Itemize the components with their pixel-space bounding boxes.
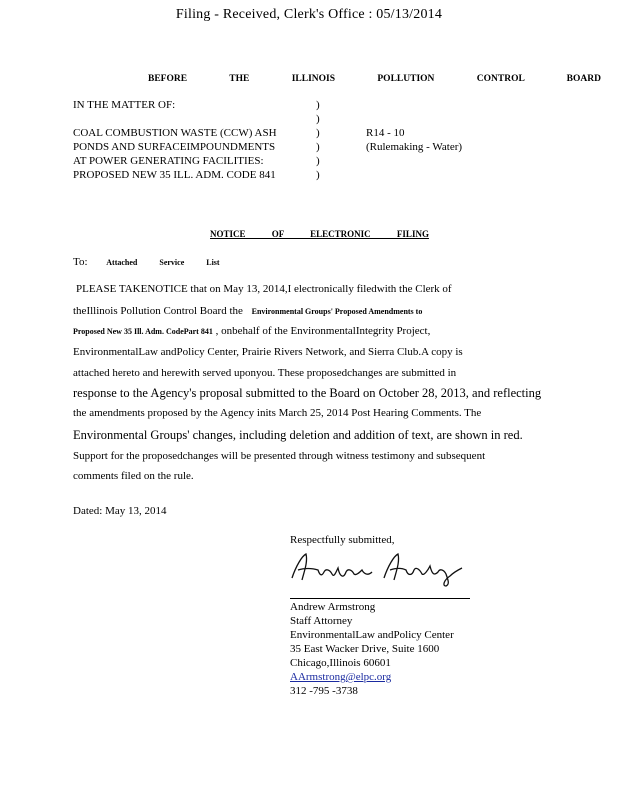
- signer-address-2: Chicago,Illinois 60601: [290, 657, 391, 669]
- to-value: Attached Service List: [106, 258, 220, 267]
- notice-title: NOTICE OF ELECTRONIC FILING: [210, 229, 429, 239]
- docket-type: (Rulemaking - Water): [366, 141, 463, 153]
- body-line-1: PLEASE TAKENOTICE that on May 13, 2014,I electronically filedwith the Clerk of: [76, 283, 452, 295]
- caption-paren: ): [316, 141, 320, 153]
- caption-paren: ): [316, 155, 320, 167]
- body-line-2-bold: Environmental Groups' Proposed Amendments to: [251, 307, 423, 316]
- body-line-3-text: , onbehalf of the EnvironmentalIntegrity Project,: [215, 325, 431, 337]
- filing-stamp: Filing - Received, Clerk's Office : 05/13/2014: [175, 7, 443, 22]
- caption-line-2: PONDS AND SURFACEIMPOUNDMENTS: [73, 141, 276, 153]
- signer-org: EnvironmentalLaw andPolicy Center: [290, 629, 454, 641]
- to-label: To:: [73, 256, 88, 268]
- caption-in-the-matter: IN THE MATTER OF:: [73, 99, 176, 111]
- signer-phone: 312 -795 -3738: [290, 685, 358, 697]
- signature-rule: [290, 598, 470, 599]
- signer-title: Staff Attorney: [290, 615, 353, 627]
- caption-paren: ): [316, 113, 320, 125]
- caption-paren: ): [316, 169, 320, 181]
- caption-line-1: COAL COMBUSTION WASTE (CCW) ASH: [73, 127, 277, 139]
- body-line-9: Support for the proposedchanges will be presented through witness testimony and subsequent: [73, 450, 486, 462]
- body-line-6: response to the Agency's proposal submitted to the Board on October 28, 2013, and reflecting: [73, 386, 542, 400]
- signer-address-1: 35 East Wacker Drive, Suite 1600: [290, 643, 440, 655]
- caption-line-3: AT POWER GENERATING FACILITIES:: [73, 155, 264, 167]
- body-line-3: [73, 325, 430, 337]
- docket-number: R14 - 10: [366, 127, 405, 139]
- body-line-2-text: theIllinois Pollution Control Board the: [73, 305, 243, 317]
- closing: Respectfully submitted,: [290, 534, 395, 546]
- body-line-5: attached hereto and herewith served uponyou. These proposedchanges are submitted in: [73, 367, 457, 379]
- caption-line-4: PROPOSED NEW 35 ILL. ADM. CODE 841: [73, 169, 276, 181]
- board-heading: BEFORE THE ILLINOIS POLLUTION CONTROL BOARD: [148, 74, 601, 84]
- handwritten-signature: [288, 548, 466, 588]
- body-line-2: [73, 305, 422, 317]
- signer-name: Andrew Armstrong: [290, 601, 376, 613]
- body-line-10: comments filed on the rule.: [73, 470, 194, 482]
- dated-line: Dated: May 13, 2014: [73, 505, 167, 517]
- body-line-3-bold: Proposed New 35 Ill. Adm. CodePart 841: [73, 327, 213, 336]
- to-line: [73, 256, 220, 268]
- body-line-8: Environmental Groups' changes, including deletion and addition of text, are shown in red.: [73, 428, 523, 442]
- body-line-4: EnvironmentalLaw andPolicy Center, Prairie Rivers Network, and Sierra Club.A copy is: [73, 346, 463, 358]
- caption-paren: ): [316, 99, 320, 111]
- caption-paren: ): [316, 127, 320, 139]
- signer-email-link[interactable]: AArmstrong@elpc.org: [290, 671, 392, 683]
- body-line-7: the amendments proposed by the Agency inits March 25, 2014 Post Hearing Comments. The: [73, 407, 482, 419]
